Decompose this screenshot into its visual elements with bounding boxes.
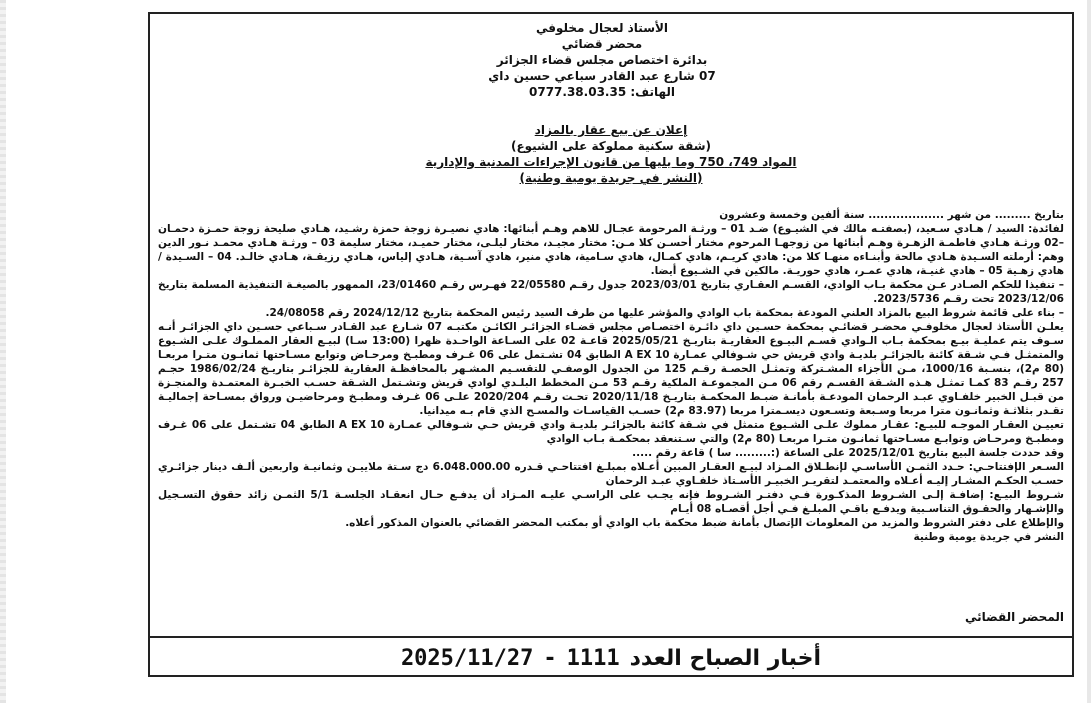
signature: المحضر القضائي (964, 610, 1064, 624)
footer-paper-name: أخبار الصباح العدد (629, 646, 822, 671)
publication-line: النشر في جريدة يومية وطنية (913, 531, 1064, 543)
opening-price-paragraph: السـعر الإفتتاحـي: حـدد الثمـن الأساسـي لإنطـلاق المـزاد لبيـع العقـار المبين أعـلاه بمبلـغ افتتاحـي قـدره 6.048.000.00 دج سـتة ملاييـن وثمانيـة واربعين ألـف دينار جزائـري حسـب الحكـم المشـار إليـه أعـلاه والمعتمـد لتقريـر الخبيـر الأسـتاذ خلفـاوي عبـد الرحمان (158, 461, 1064, 487)
session-date-paragraph: وقد حددت جلسة البيع بتاريخ 2025/12/01 على الساعة (:......... سا ) قاعة رقم ..... (632, 447, 1064, 459)
bailiff-phone: الهاتف: 0777.38.03.35 (529, 85, 675, 99)
announcement-title: إعلان عن بيع عقار بالمزاد (534, 123, 688, 137)
date-line: بتاريخ ......... من شهر ................... سنة ألفين وخمسة وعشرون (719, 209, 1064, 221)
legal-articles: المواد 749، 750 وما يليها من قانون الإجراءات المدنية والإدارية (425, 155, 797, 169)
footer-date: 2025/11/27 (400, 646, 534, 671)
announcement-body (158, 208, 1064, 544)
scan-edge-left (0, 0, 6, 703)
parties-paragraph: لفائدة: السيد / هـادي سـعيد، (بصفتـه مالك في الشيـوع) ضـد 01 – ورثـة المرحومة عجـال للاهم وهـم أبنائها: هادي نصيـرة زوجة حمزة رشـيد، هـادي صليحة زوجة حمـزة دحمـان –02 ورثـة هـادي فاطمـة الزهـرة وهـم أبنائها من زوجهـا المرحوم مختار أحسـن كلا مـن: مختار مجيـد، مختار ليلـى، مختار حميـد، مختار سليمة 03 – ورثـة هـادي محمـد نـور الدين وهم: أرملته السـيدة هـادي مالحة وأبنـاءه منهـا كلا من: هادي كريـم، هادي كمـال، هادي سـامية، هادي منير، هادي آسـية، هـادي إلياس، هـادي رزيقـة، هـادي خالـد. 04 – السـيدة / هادي زهـية 05 – هادي غنيـة، هادي عمـر، هادي حوريـة. مالكين في الشـيوع أيضا. (158, 223, 1065, 277)
footer-issue-number: 1111 (566, 646, 620, 671)
property-description-paragraph: تعييـن العقـار الموجـه للبيـع: عقـار مملوك علـى الشـيوع متمثل في شـقة كائنة بالجزائـر بلديـة وادي قريش حـي شـوفالي عمـارة A EX 10 الطابق 04 تشـتمل على 06 غـرف ومطبـخ ومرحـاض وتوابـع مسـاحتها ثمانـون متـرا مربعـا (80 م2) والتي سـتنعقد بمحكمـة بـاب الوادي (158, 419, 1064, 445)
bailiff-name: الأستاذ لعجال مخلوفي (535, 21, 669, 35)
judgment-paragraph: – تنفيذا للحكم الصـادر عـن محكمة بـاب الوادي، القسـم العقـاري بتاريخ 2023/03/01 جدول رقـم 22/05580 فهـرس رقـم 23/01460، الممهور بالصيغـة التنفيذية المسلمة بتاريخ 2023/12/06 تحت رقـم 2023/5736. (158, 279, 1064, 305)
announcement-titles (210, 122, 1012, 186)
footer-separator: - (543, 646, 557, 671)
publication-note: (النشر في جريدة يومية وطنية) (519, 171, 703, 185)
announcement-subtitle: (شقة سكنية مملوكة على الشيوع) (510, 139, 712, 153)
bailiff-jurisdiction: بدائرة اختصاص مجلس قضاء الجزائر (496, 53, 708, 67)
sale-notice-paragraph: يعلـن الأستاذ لعجال مخلوفـي محضـر قضائـي بمحكمة حسـين داي دائـرة اختصـاص مجلس قضـاء الجزائـر الكائـن مكتبـه 07 شـارع عبد القـادر سـباعي حسـين داي الجزائـر أنـه سـوف يتم عمليـة بيـع بمحكمة بـاب الـوادي قسـم البيـوع العقاريـة بتاريـخ 2025/05/21 قاعـة 02 على السـاعة الواحـدة ظهرا (13:00 سـا) لبيـع العقار المملـوك علـى الشـيوع والمتمثـل فـي شـقة كائنة بالجزائـر بلديـة وادي قريش حي شـوفالي عمـارة A EX 10 الطابق 04 تشـتمل على 06 غـرف ومطبـخ ومرحـاض وتوابع مسـاحتها ثمانـون متـرا مربعـا (80 م2)، بنسـبة 1000/16، مـن الأجزاء المشـتركة وتمثـل الحصـة رقـم 125 من الجدول الوصفـي للتقسـيم المشـهر بالمحافظـة العقارية للجزائـر بتاريـخ 1986/02/24 حجـم 257 رقـم 83 كمـا تمثـل هـذه الشـقة القسـم رقم 06 مـن المجموعـة الملكية رقـم 53 مـن المخطط البلـدي لوادي قريش وتشـتمل الشـقة حسـب الخبـرة المعتمـدة والمنجـزة من قبـل الخبير خلفـاوي عبـد الرحمان المودعـة بأمانـة ضبـط المحكمـة بتاريـخ 2020/11/18 تحـت رقـم 2020/204 علـى 06 غـرف ومطبـخ ومرحاضيـن ورواق بمسـاحة إجماليـة تقـدر بثلاثـة وثمانـون مترا مربعا وسـبعة وتسـعون ديسـمترا مربعا (83.97 م2) حسـب القياسـات والمسـح الذي قام بـه ميدانيا. (158, 321, 1065, 417)
bailiff-header (432, 20, 772, 100)
contact-paragraph: والإطلاع على دفتر الشروط والمزيد من المعلومات الإتصال بأمانة ضبط محكمة باب الوادي أو بمكتب المحضر القضائي بالعنوان المذكور أعلاه. (345, 517, 1064, 529)
scan-edge-right (1087, 0, 1091, 703)
sale-conditions-paragraph: شـروط البيـع: إضافـة إلـى الشـروط المذكـورة فـي دفتـر الشـروط فإنه يجـب على الراسـي عليـه المـزاد أن يدفـع حـال انعقـاد الجلسـة 5/1 الثمـن زائد حقوق التسـجيل والإشـهار والحقـوق التناسـبية ويدفـع باقـي المبلـغ فـي أجل أقصـاه 08 أيـام (158, 489, 1064, 515)
newspaper-footer (150, 636, 1072, 677)
announcement-frame (148, 12, 1074, 677)
conditions-list-paragraph: – بناء على قائمة شروط البيع بالمزاد العلني المودعة بمحكمة باب الوادي والمؤشر عليها من طرف السيد رئيس المحكمة بتاريخ 2024/12/12 رقم 24/08058. (265, 307, 1064, 319)
bailiff-role: محضر قضائي (561, 37, 643, 51)
bailiff-address: 07 شارع عبد القادر سباعي حسين داي (488, 69, 716, 83)
